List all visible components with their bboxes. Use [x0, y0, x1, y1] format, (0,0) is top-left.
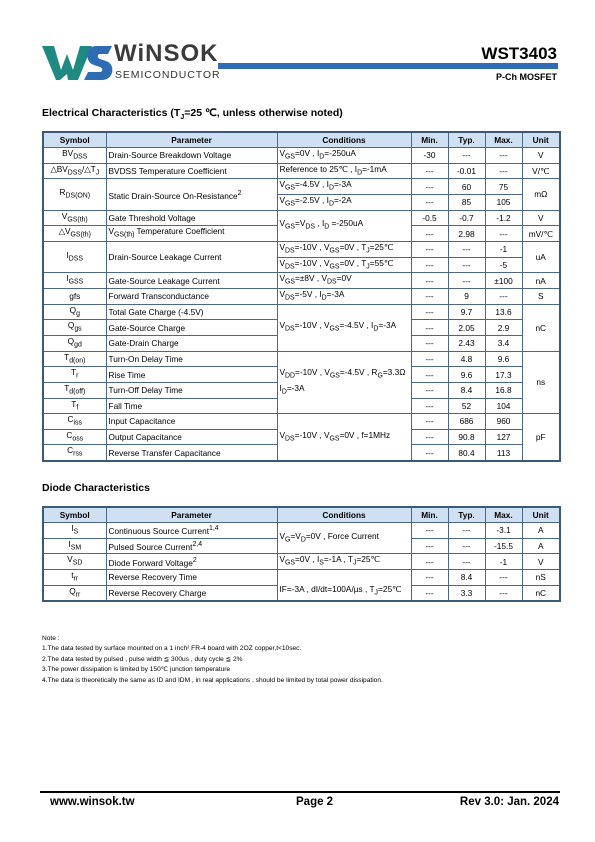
typ-cell: 8.4 [448, 382, 485, 398]
conditions-cell: $V_{GS}=\pm 8V$ , $V_{DS}=0V$ [277, 273, 411, 289]
table-row [43, 569, 560, 585]
symbol-cell: $Q_{gd}$ [43, 335, 106, 351]
unit-cell: ns [522, 351, 560, 414]
conditions-cell: $V_{GS}=V_{DS}$ , $I_D =-250uA$ [277, 210, 411, 241]
symbol-cell: $I_S$ [43, 523, 106, 539]
footer-divider [40, 791, 560, 793]
max-cell: --- [485, 569, 522, 585]
symbol-cell: $I_{DSS}$ [43, 241, 106, 272]
unit-cell: nC [522, 585, 560, 601]
parameter-cell: Gate-Source Charge [106, 320, 277, 336]
typ-cell: 2.05 [448, 320, 485, 336]
table-header-row [43, 507, 560, 523]
conditions-cell: $V_{GS}=0V$ , $I_D=-250uA$ [277, 148, 411, 164]
symbol-cell: $T_{d(on)}$ [43, 351, 106, 367]
min-cell: -30 [411, 148, 448, 164]
max-cell: -1 [485, 554, 522, 570]
symbol-cell: $t_{rr}$ [43, 569, 106, 585]
typ-cell: --- [448, 241, 485, 257]
column-header: Parameter [106, 507, 277, 523]
typ-cell: 9.7 [448, 304, 485, 320]
typ-cell: 80.4 [448, 445, 485, 461]
footer-page-number: Page 2 [296, 796, 334, 808]
min-cell: --- [411, 194, 448, 210]
unit-cell: S [522, 288, 560, 304]
typ-cell: 4.8 [448, 351, 485, 367]
min-cell: --- [411, 241, 448, 257]
conditions-cell: $V_{GS}=-2.5V$ , $I_D=-2A$ [277, 194, 411, 210]
conditions-cell: $V_{GS}=0V$ , $I_S=-1A$ , $T_J=25℃$ [277, 554, 411, 570]
typ-cell: 8.4 [448, 569, 485, 585]
conditions-cell: $V_{DD}=-10V$ , $V_{GS}=-4.5V$ , $R_G=3.3\Omega$ $I_D=-3A$ [277, 351, 411, 414]
column-header: Max. [485, 507, 522, 523]
min-cell: --- [411, 335, 448, 351]
parameter-cell: Forward Transconductance [106, 288, 277, 304]
min-cell: --- [411, 257, 448, 273]
max-cell: --- [485, 226, 522, 242]
unit-cell: nC [522, 304, 560, 351]
parameter-cell: $V_{GS(th)}$ Temperature Coefficient [106, 226, 277, 242]
parameter-cell: Input Capacitance [106, 414, 277, 430]
parameter-cell: Output Capacitance [106, 429, 277, 445]
min-cell: --- [411, 179, 448, 195]
table-header-row [43, 132, 560, 148]
typ-cell: --- [448, 554, 485, 570]
column-header: Max. [485, 132, 522, 148]
note-item: 2.The data tested by pulsed , pulse width ≦ 300us , duty cycle ≦ 2% [42, 655, 243, 663]
column-header: Min. [411, 507, 448, 523]
unit-cell: nA [522, 273, 560, 289]
table-row [43, 351, 560, 367]
typ-cell: --- [448, 538, 485, 554]
symbol-cell: $I_{SM}$ [43, 538, 106, 554]
symbol-cell: $C_{iss}$ [43, 414, 106, 430]
diode-characteristics-title: Diode Characteristics [42, 482, 150, 494]
parameter-cell: Diode Forward Voltage$^2$ [106, 554, 277, 570]
typ-cell: -0.01 [448, 163, 485, 179]
max-cell: --- [485, 163, 522, 179]
table-row [43, 210, 560, 226]
max-cell: -1 [485, 241, 522, 257]
typ-cell: 90.8 [448, 429, 485, 445]
table-row [43, 163, 560, 179]
footer-website: www.winsok.tw [50, 796, 135, 808]
symbol-cell: $C_{rss}$ [43, 445, 106, 461]
conditions-cell: $V_{DS}=-10V$ , $V_{GS}=0V$ , f=1MHz [277, 414, 411, 461]
note-item: 3.The power dissipation is limited by 150℃ junction temperature [42, 666, 231, 674]
diode-characteristics-table [42, 506, 561, 602]
table-row [43, 554, 560, 570]
max-cell: -1.2 [485, 210, 522, 226]
conditions-cell: Reference to 25℃ , $I_D=-1mA$ [277, 163, 411, 179]
typ-cell: 9.6 [448, 367, 485, 383]
symbol-cell: $\triangle V_{GS(th)}$ [43, 226, 106, 242]
conditions-cell: $V_{GS}=-4.5V$ , $I_D=-3A$ [277, 179, 411, 195]
typ-cell: 686 [448, 414, 485, 430]
symbol-cell: $T_{d(off)}$ [43, 382, 106, 398]
table-row [43, 241, 560, 257]
note-item: 4.The data is theoretically the same as ID and IDM , in real applications , should be limited by total power dissipation. [42, 676, 383, 684]
footer-revision: Rev 3.0: Jan. 2024 [459, 796, 559, 808]
symbol-cell: $Q_g$ [43, 304, 106, 320]
column-header: Min. [411, 132, 448, 148]
max-cell: 13.6 [485, 304, 522, 320]
min-cell: --- [411, 351, 448, 367]
symbol-cell: gfs [43, 288, 106, 304]
max-cell: 3.4 [485, 335, 522, 351]
parameter-cell: Turn-On Delay Time [106, 351, 277, 367]
parameter-cell: Fall Time [106, 398, 277, 414]
max-cell: -5 [485, 257, 522, 273]
symbol-cell: $V_{SD}$ [43, 554, 106, 570]
min-cell: --- [411, 445, 448, 461]
header-accent-bar [218, 63, 558, 69]
max-cell: 960 [485, 414, 522, 430]
min-cell: --- [411, 367, 448, 383]
parameter-cell: Drain-Source Leakage Current [106, 241, 277, 272]
parameter-cell: Continuous Source Current$^{1,4}$ [106, 523, 277, 539]
parameter-cell: Drain-Source Breakdown Voltage [106, 148, 277, 164]
min-cell: --- [411, 538, 448, 554]
unit-cell: mV/℃ [522, 226, 560, 242]
typ-cell: -0.7 [448, 210, 485, 226]
max-cell: -15.5 [485, 538, 522, 554]
electrical-characteristics-title: Electrical Characteristics ($T_J=25$ ℃, unless otherwise noted) [42, 107, 343, 122]
table-row [43, 288, 560, 304]
min-cell: --- [411, 585, 448, 601]
column-header: Typ. [448, 132, 485, 148]
table-row [43, 148, 560, 164]
unit-cell: V/℃ [522, 163, 560, 179]
min-cell: --- [411, 163, 448, 179]
symbol-cell: $Q_{gs}$ [43, 320, 106, 336]
max-cell: 113 [485, 445, 522, 461]
parameter-cell: Turn-Off Delay Time [106, 382, 277, 398]
symbol-cell: $\triangle BV_{DSS}/\triangle T_J$ [43, 163, 106, 179]
max-cell: ±100 [485, 273, 522, 289]
part-number: WST3403 [481, 44, 557, 63]
table-row [43, 414, 560, 430]
parameter-cell: Total Gate Charge (-4.5V) [106, 304, 277, 320]
min-cell: --- [411, 554, 448, 570]
column-header: Unit [522, 132, 560, 148]
typ-cell: 9 [448, 288, 485, 304]
parameter-cell: Reverse Recovery Charge [106, 585, 277, 601]
min-cell: --- [411, 273, 448, 289]
unit-cell: V [522, 210, 560, 226]
min-cell: --- [411, 523, 448, 539]
parameter-cell: Gate-Drain Charge [106, 335, 277, 351]
symbol-cell: $T_r$ [43, 367, 106, 383]
min-cell: --- [411, 288, 448, 304]
unit-cell: A [522, 523, 560, 539]
typ-cell: 52 [448, 398, 485, 414]
table-row [43, 273, 560, 289]
parameter-cell: Gate Threshold Voltage [106, 210, 277, 226]
conditions-cell: $V_G=V_D=0V$ , Force Current [277, 523, 411, 554]
parameter-cell: Reverse Recovery Time [106, 569, 277, 585]
parameter-cell: Rise Time [106, 367, 277, 383]
conditions-cell: $V_{DS}=-10V$ , $V_{GS}=-4.5V$ , $I_D=-3A$ [277, 304, 411, 351]
conditions-cell: $V_{DS}=-5V$ , $I_D=-3A$ [277, 288, 411, 304]
column-header: Unit [522, 507, 560, 523]
logo-text: WiNSOK [114, 40, 219, 67]
typ-cell: --- [448, 273, 485, 289]
column-header: Typ. [448, 507, 485, 523]
min-cell: --- [411, 382, 448, 398]
table-row [43, 523, 560, 539]
column-header: Parameter [106, 132, 277, 148]
min-cell: --- [411, 398, 448, 414]
max-cell: 16.8 [485, 382, 522, 398]
min-cell: --- [411, 414, 448, 430]
unit-cell: uA [522, 241, 560, 272]
max-cell: 75 [485, 179, 522, 195]
min-cell: --- [411, 226, 448, 242]
max-cell: 17.3 [485, 367, 522, 383]
min-cell: --- [411, 320, 448, 336]
column-header: Symbol [43, 132, 106, 148]
parameter-cell: BVDSS Temperature Coefficient [106, 163, 277, 179]
unit-cell: A [522, 538, 560, 554]
unit-cell: pF [522, 414, 560, 461]
symbol-cell: $R_{DS(ON)}$ [43, 179, 106, 210]
unit-cell: V [522, 554, 560, 570]
typ-cell: 85 [448, 194, 485, 210]
symbol-cell: $Q_{rr}$ [43, 585, 106, 601]
logo-subtitle: SEMICONDUCTOR [115, 69, 221, 81]
min-cell: --- [411, 429, 448, 445]
max-cell: 104 [485, 398, 522, 414]
column-header: Conditions [277, 132, 411, 148]
parameter-cell: Static Drain-Source On-Resistance$^2$ [106, 179, 277, 210]
symbol-cell: $V_{GS(th)}$ [43, 210, 106, 226]
min-cell: --- [411, 569, 448, 585]
max-cell: 2.9 [485, 320, 522, 336]
typ-cell: 3.3 [448, 585, 485, 601]
symbol-cell: $BV_{DSS}$ [43, 148, 106, 164]
column-header: Symbol [43, 507, 106, 523]
typ-cell: --- [448, 523, 485, 539]
max-cell: 9.6 [485, 351, 522, 367]
unit-cell: nS [522, 569, 560, 585]
max-cell: --- [485, 288, 522, 304]
table-row [43, 304, 560, 320]
notes-block [42, 634, 383, 686]
max-cell: --- [485, 148, 522, 164]
max-cell: 127 [485, 429, 522, 445]
typ-cell: 60 [448, 179, 485, 195]
max-cell: --- [485, 585, 522, 601]
min-cell: -0.5 [411, 210, 448, 226]
parameter-cell: Pulsed Source Current$^{2,4}$ [106, 538, 277, 554]
min-cell: --- [411, 304, 448, 320]
table-row [43, 179, 560, 195]
device-type: P-Ch MOSFET [496, 72, 557, 82]
typ-cell: 2.98 [448, 226, 485, 242]
note-item: 1.The data tested by surface mounted on a 1 inch² FR-4 board with 2OZ copper,t<10sec. [42, 645, 302, 653]
unit-cell: mΩ [522, 179, 560, 210]
column-header: Conditions [277, 507, 411, 523]
parameter-cell: Reverse Transfer Capacitance [106, 445, 277, 461]
typ-cell: 2.43 [448, 335, 485, 351]
symbol-cell: $I_{GSS}$ [43, 273, 106, 289]
max-cell: -3.1 [485, 523, 522, 539]
max-cell: 105 [485, 194, 522, 210]
conditions-cell: IF=-3A , dI/dt=100A/µs , $T_J=25℃$ [277, 569, 411, 601]
unit-cell: V [522, 148, 560, 164]
notes-title: Note : [42, 635, 60, 642]
typ-cell: --- [448, 257, 485, 273]
symbol-cell: $C_{oss}$ [43, 429, 106, 445]
electrical-characteristics-table [42, 131, 561, 462]
typ-cell: --- [448, 148, 485, 164]
conditions-cell: $V_{DS}=-10V$ , $V_{GS}=0V$ , $T_J=25℃$ [277, 241, 411, 257]
parameter-cell: Gate-Source Leakage Current [106, 273, 277, 289]
conditions-cell: $V_{DS}=-10V$ , $V_{GS}=0V$ , $T_J=55℃$ [277, 257, 411, 273]
symbol-cell: $T_f$ [43, 398, 106, 414]
